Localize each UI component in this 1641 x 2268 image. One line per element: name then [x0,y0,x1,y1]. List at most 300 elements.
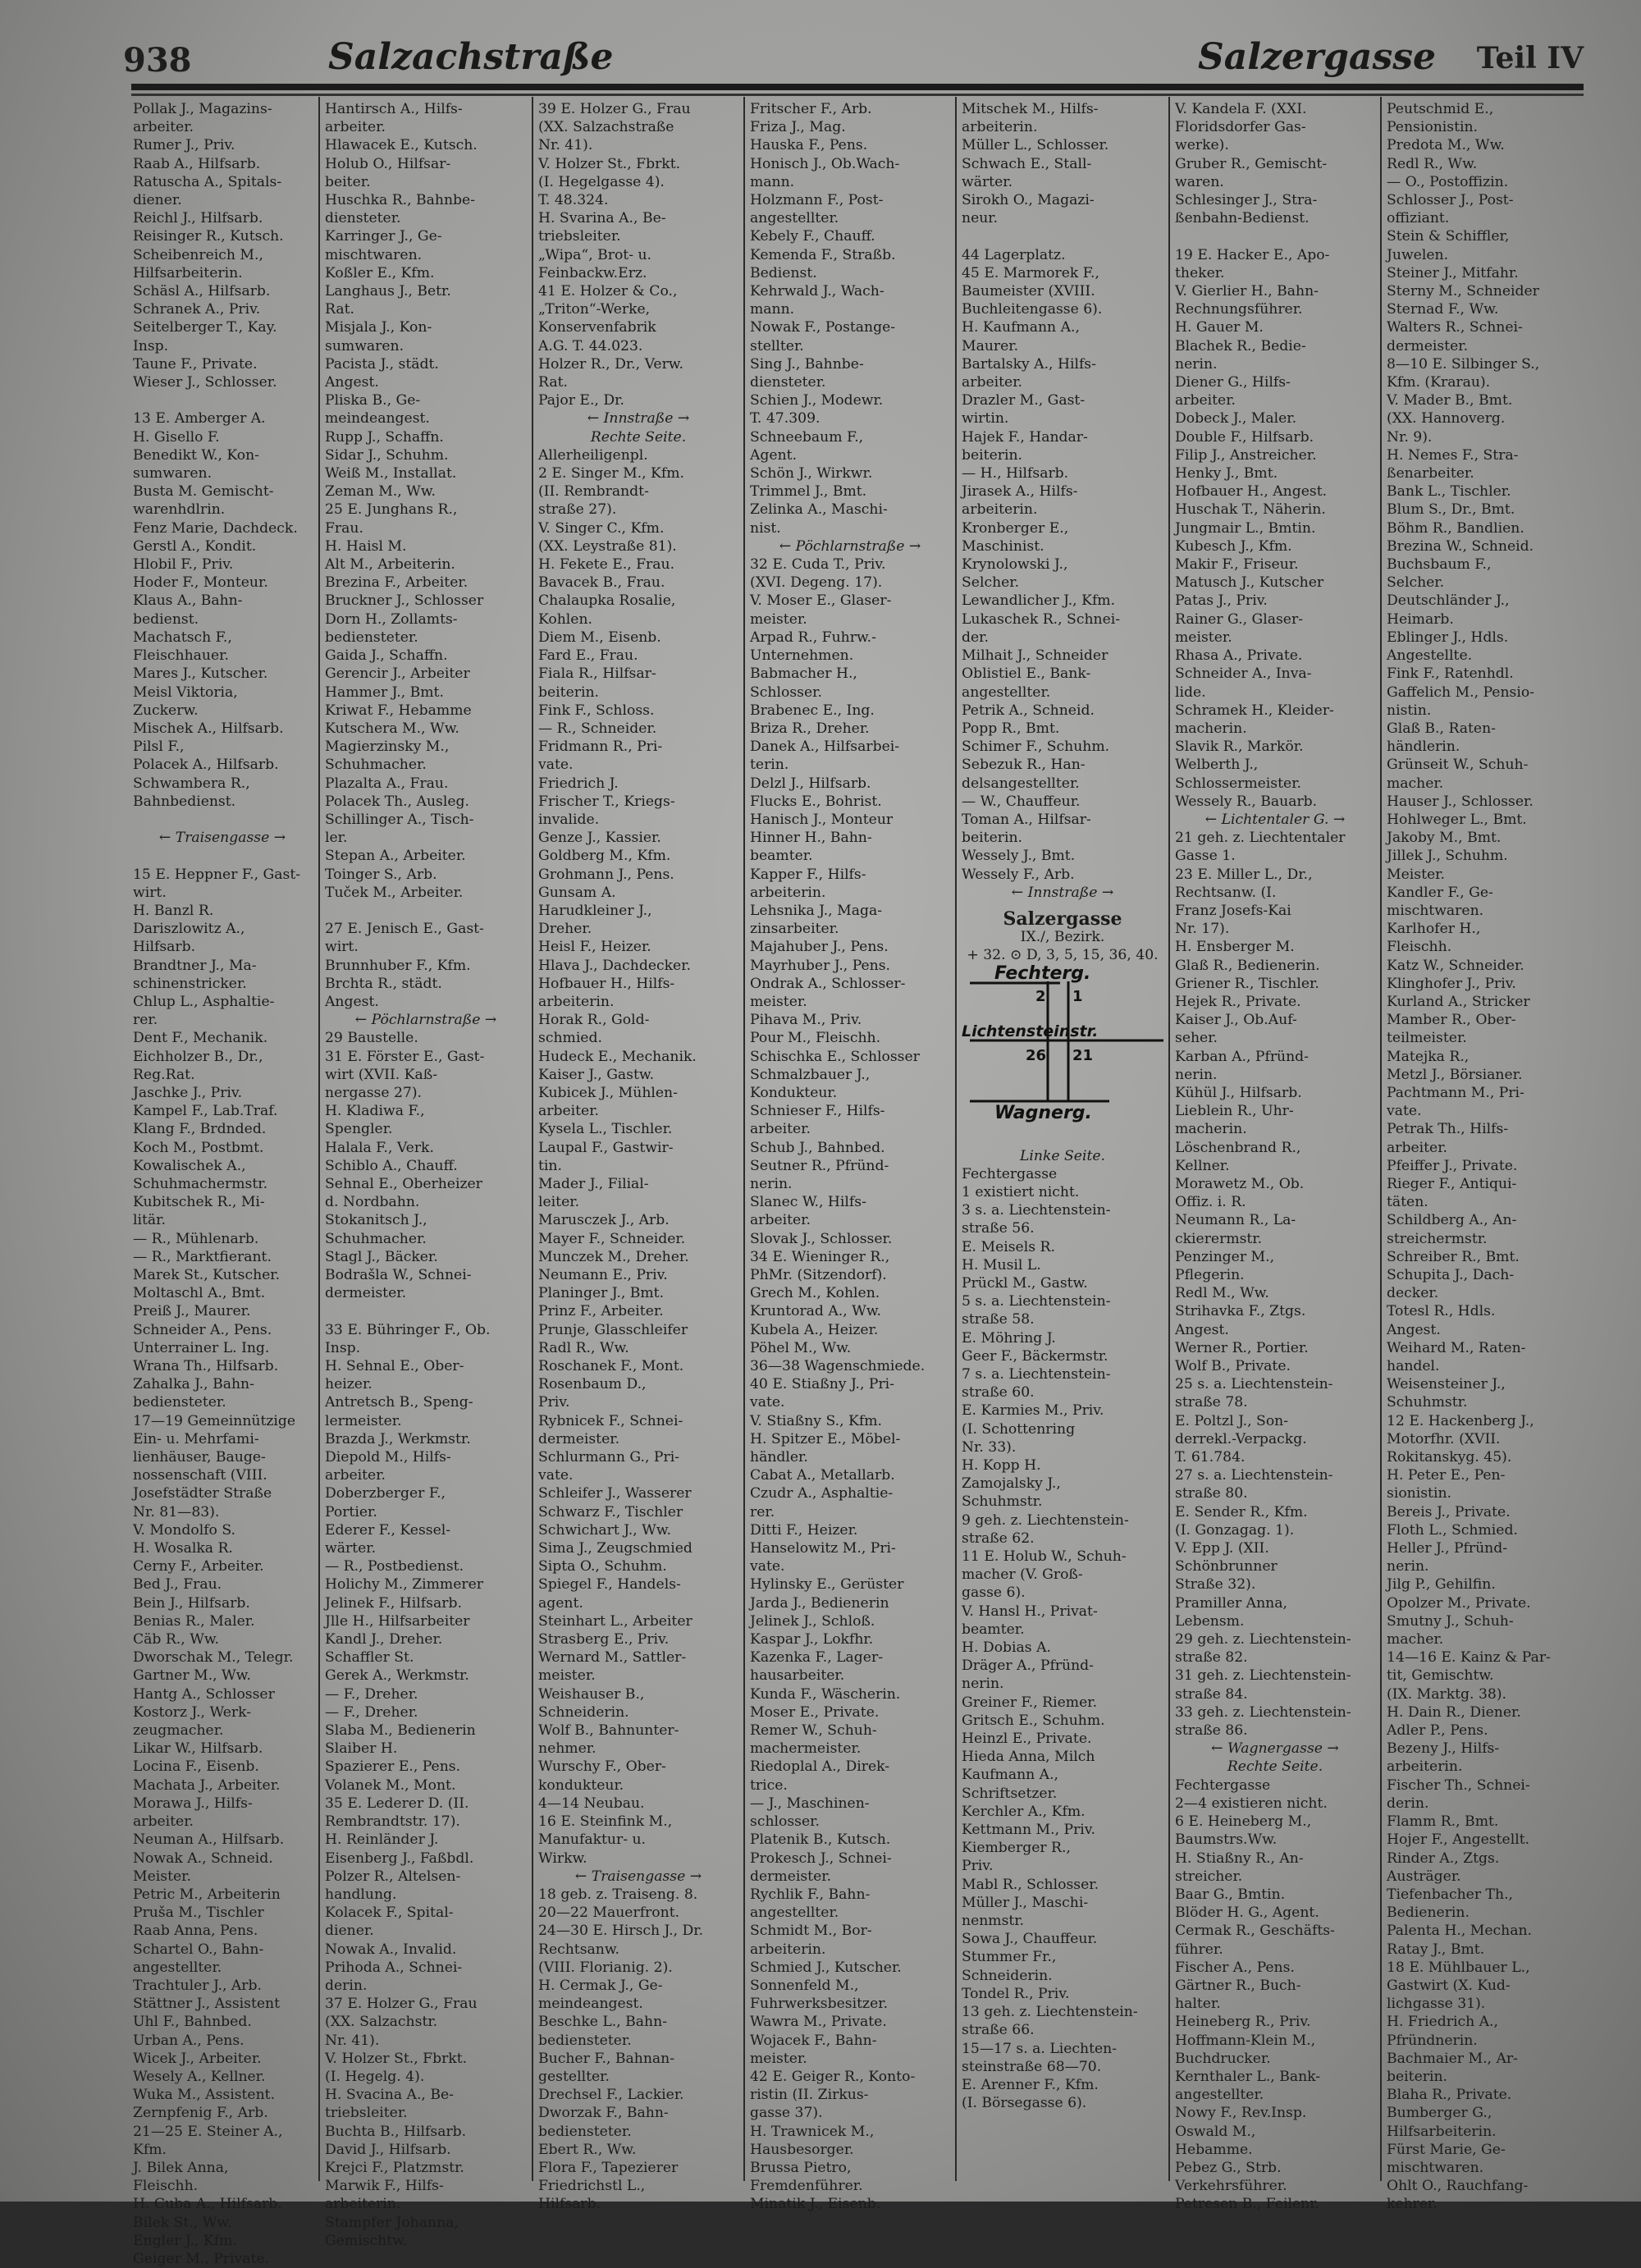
directory-entry-line: Stepan A., Arbeiter. [325,848,466,865]
directory-entry-line: Kriwat F., Hebamme [325,702,472,719]
directory-entry-line: macherin. [1175,720,1247,737]
directory-entry-line: Kebely F., Chauff. [750,228,875,245]
directory-entry-line: Schwarz F., Tischler [538,1503,683,1520]
directory-entry-line: bediensteter. [133,1394,226,1411]
directory-entry-line: Planinger J., Bmt. [538,1285,665,1302]
directory-entry-line: händlerin. [1387,738,1460,756]
column-6 [1175,100,1375,2213]
directory-entry-line: Polacek A., Hilfsarb. [133,757,279,774]
directory-entry-line: nerin. [1175,355,1218,373]
directory-entry-line: Zelinka A., Maschi- [750,501,888,519]
directory-entry-line: neur. [962,210,999,227]
directory-entry-line: meister. [1175,629,1232,646]
directory-entry-line: Kaspar J., Lokfhr. [750,1631,874,1648]
directory-entry-line: Pramiller Anna, [1175,1594,1287,1612]
directory-entry-line: Wolf B., Private. [1175,1358,1291,1375]
directory-entry-line: 29 geh. z. Liechtenstein- [1175,1631,1351,1648]
directory-entry-line: vate. [538,1467,574,1484]
directory-entry-line: Sowa J., Chauffeur. [962,1931,1098,1948]
directory-entry-line: ßenarbeiter. [1387,465,1474,482]
directory-entry-line: Kandl J., Dreher. [325,1631,443,1648]
directory-entry-line: 18 geb. z. Traiseng. 8. [538,1886,698,1903]
directory-entry-line: halter. [1175,1996,1221,2013]
column-divider [318,97,320,2181]
directory-entry-line: Tuček M., Arbeiter. [325,884,464,901]
directory-entry-line: Bumberger G., [1387,2105,1492,2122]
directory-entry-line: Wrana Th., Hilfsarb. [133,1358,279,1375]
directory-entry-line: Kondukteur. [750,1084,838,1101]
directory-entry-line: Munczek M., Dreher. [538,1248,689,1265]
directory-entry-line: H. Dain R., Diener. [1387,1703,1521,1721]
directory-entry-line: Brezina W., Schneid. [1387,537,1534,555]
directory-entry-line: Slavik R., Markör. [1175,738,1304,756]
directory-entry-line: Rechte Seite. [1227,1758,1323,1776]
directory-entry-line: arbeiterin. [1387,1758,1463,1776]
directory-entry-line: Bartalsky A., Hilfs- [962,355,1096,373]
directory-entry-line: Spazierer E., Pens. [325,1758,461,1776]
directory-entry-line: Geer F., Bäckermstr. [962,1347,1108,1365]
directory-entry-line: Predota M., Ww. [1387,137,1505,154]
directory-entry-line: Ohlt O., Rauchfang- [1387,2178,1529,2195]
directory-entry-line: Heimarb. [1387,610,1454,628]
cross-street-marker: ← Pöchlarnstraße → [354,1012,497,1029]
directory-entry-line: Insp. [133,337,169,354]
directory-entry-line: V. Stiaßny S., Kfm. [750,1412,882,1429]
directory-entry-line: dermeister. [538,1430,620,1447]
directory-entry-line: Stummer Fr., [962,1949,1057,1966]
directory-entry-line: Selcher. [962,574,1020,592]
directory-entry-line: Raab A., Hilfsarb. [133,155,261,172]
cross-street-marker: ← Lichtentaler G. → [1204,811,1346,828]
directory-entry-line: streichermstr. [1387,1230,1488,1247]
directory-entry-line: H. Stiaßny R., An- [1175,1850,1304,1867]
directory-entry-line: V. Moser E., Glaser- [750,592,892,610]
directory-entry-line: Motorfhr. (XVII. [1387,1430,1501,1447]
directory-entry-line: Weisensteiner J., [1387,1376,1506,1393]
directory-entry-line: Kronberger E., [962,519,1069,537]
directory-entry-line: Kerchler A., Kfm. [962,1803,1086,1820]
directory-entry-line: Blaha R., Private. [1387,2087,1512,2104]
directory-entry-line: Schleifer J., Wasserer [538,1485,692,1502]
directory-entry-line: arbeiter. [1175,392,1236,409]
directory-entry-line: Gaffelich M., Pensio- [1387,684,1535,701]
directory-entry-line: 25 E. Junghans R., [325,501,458,519]
directory-entry-line: Bodrašla W., Schnei- [325,1267,472,1283]
directory-entry-line: — O., Postoffizin. [1387,173,1509,190]
directory-entry-line: H. Peter E., Pen- [1387,1467,1506,1484]
directory-entry-line: Ondrak A., Schlosser- [750,975,906,992]
directory-entry-line: Pfründnerin. [1387,2032,1478,2049]
directory-entry-line: waren. [1175,173,1224,190]
directory-entry-line: Krejci F., Platzmstr. [325,2159,464,2176]
directory-entry-line: — R., Schneider. [538,720,657,737]
directory-entry-line: straße 56. [962,1220,1035,1237]
directory-entry-line: Brezina F., Arbeiter. [325,574,469,592]
directory-entry-line: H. Kopp H. [962,1457,1041,1474]
directory-entry-line: Selcher. [1387,574,1445,592]
directory-entry-line: Pruša M., Tischler [133,1904,264,1922]
directory-entry-line: straße 86. [1175,1722,1248,1740]
directory-entry-line: Jungmair L., Bmtin. [1175,519,1316,537]
directory-entry-line: tit, Gemischtw. [1387,1667,1494,1685]
directory-entry-line: Kubicek J., Mühlen- [538,1084,678,1101]
directory-entry-line: Spiegel F., Handels- [538,1576,681,1594]
directory-entry-line: agent. [538,1594,583,1612]
directory-entry-line: Friedrich J. [538,775,619,792]
directory-entry-line: Kolacek F., Spital- [325,1904,454,1922]
directory-entry-line: Walters R., Schnei- [1387,319,1523,336]
directory-entry-line: 27 E. Jenisch E., Gast- [325,921,484,938]
page-number: 938 [123,41,192,80]
directory-entry-line: angestellter. [750,210,839,227]
directory-entry-line: Jarda J., Bedienerin [750,1594,889,1612]
directory-entry-line: Smutny J., Schuh- [1387,1612,1514,1630]
directory-entry-line: Cabat A., Metallarb. [750,1467,895,1484]
directory-entry-line: meister. [750,2050,807,2067]
directory-entry-line: Kühül J., Hilfsarb. [1175,1084,1302,1101]
map-street-fechtergasse: Fechterg. [994,963,1091,984]
directory-entry-line: Goldberg M., Kfm. [538,848,671,865]
directory-entry-line: Schneebaum F., [750,428,864,446]
directory-entry-line: Rechte Seite. [590,428,687,446]
directory-entry-line: H. Musil L. [962,1256,1041,1273]
directory-entry-line: H. Cuba A., Hilfsarb. [133,2196,282,2213]
directory-entry-line: 44 Lagerplatz. [962,246,1066,263]
directory-entry-line: Sehnal E., Oberheizer [325,1175,482,1192]
directory-entry-line: Geiger M., Private. [133,2250,270,2267]
directory-entry-line: arbeiter. [325,119,386,136]
directory-entry-line: arbeiter. [750,1121,811,1138]
directory-entry-line: bedienst. [133,610,199,628]
directory-entry-line: 13 geh. z. Liechtenstein- [962,2004,1138,2021]
directory-entry-line: teilmeister. [1387,1030,1467,1047]
directory-entry-line: Kutschera M., Ww. [325,720,459,737]
directory-entry-line: Kapper F., Hilfs- [750,866,866,883]
directory-entry-line: Koch M., Postbmt. [133,1139,264,1156]
directory-entry-line: triebsleiter. [325,2105,408,2122]
directory-entry-line: Tondel R., Priv. [962,1985,1070,2002]
directory-entry-line: Bed J., Frau. [133,1576,222,1594]
directory-entry-line: Polacek Th., Ausleg. [325,793,469,810]
directory-entry-line: Strasberg E., Priv. [538,1631,670,1648]
directory-entry-line: 19 E. Hacker E., Apo- [1175,246,1330,263]
directory-entry-line: Bruckner J., Schlosser [325,592,484,610]
directory-entry-line: Hlawacek E., Kutsch. [325,137,478,154]
directory-entry-line: Dreher. [538,921,592,938]
directory-entry-line: macher. [1387,775,1444,792]
directory-entry-line: Angest. [325,993,379,1010]
directory-entry-line: Gruber R., Gemischt- [1175,155,1328,172]
directory-entry-line: d. Nordbahn. [325,1194,420,1211]
directory-entry-line: Rhasa A., Private. [1175,647,1303,665]
directory-entry-line: Linke Seite. [1019,1147,1105,1164]
directory-entry-line: 2—4 existieren nicht. [1175,1795,1328,1812]
directory-entry-line: Austräger. [1387,1868,1461,1885]
directory-entry-line: Flucks E., Bohrist. [750,793,882,810]
directory-entry-line: macherin. [1175,1121,1247,1138]
directory-entry-line: 37 E. Holzer G., Frau [325,1996,478,2013]
directory-entry-line: Seutner R., Pfründ- [750,1157,889,1174]
directory-entry-line: Majahuber J., Pens. [750,939,889,956]
directory-entry-line: nerin. [1175,1066,1218,1083]
directory-entry-line: H. Ensberger M. [1175,939,1295,956]
directory-entry-line: V. Mondolfo S. [133,1521,235,1539]
directory-entry-line: Schub J., Bahnbed. [750,1139,885,1156]
directory-entry-line: Neumann R., La- [1175,1212,1296,1229]
directory-entry-line: Uhl F., Bahnbed. [133,2014,252,2031]
directory-entry-line: beamter. [750,848,813,865]
directory-entry-line: arbeiter. [962,374,1023,391]
directory-entry-line: Maurer. [962,337,1019,354]
directory-entry-line: Marusczek J., Arb. [538,1212,670,1229]
directory-entry-line: Schwichart J., Ww. [538,1521,671,1539]
directory-entry-line: Eichholzer B., Dr., [133,1048,263,1065]
directory-entry-line: H. Dobias A. [962,1639,1051,1657]
directory-entry-line: lienhäuser, Bauge- [133,1449,266,1466]
directory-entry-line: Schwach E., Stall- [962,155,1092,172]
directory-entry-line: delsangestellter. [962,775,1080,792]
header-left-street: Salzachstraße [328,36,614,78]
directory-entry-line: straße 62. [962,1530,1035,1547]
directory-entry-line: macher (V. Groß- [962,1566,1083,1584]
directory-entry-line: Müller L., Schlosser. [962,137,1109,154]
directory-entry-line: Ratay J., Bmt. [1387,1941,1485,1958]
directory-entry-line: Slanec W., Hilfs- [750,1194,866,1211]
column-divider [743,97,745,2181]
directory-entry-line: angestellter. [133,1959,222,1976]
directory-entry-line: Kaufmann A., [962,1767,1059,1784]
directory-entry-line: nenmstr. [962,1913,1025,1930]
directory-entry-line: Hlava J., Dachdecker. [538,957,691,974]
directory-entry-line: Horak R., Gold- [538,1012,650,1029]
column-divider [1380,97,1382,2181]
directory-entry-line: Mayer F., Schneider. [538,1230,686,1247]
directory-entry-line: (I. Gonzagag. 1). [1175,1521,1295,1539]
directory-entry-line: beamter. [962,1621,1025,1638]
directory-entry-line: Bahnbedienst. [133,793,236,810]
directory-entry-line: Stokanitsch J., [325,1212,427,1229]
directory-entry-line: Holzmann F., Post- [750,192,884,209]
header-center-street: Salzergasse [1198,36,1436,78]
directory-entry-line: Honisch J., Ob.Wach- [750,155,900,172]
directory-entry-line: Zuckerw. [133,702,199,719]
directory-entry-line: Pollak J., Magazins- [133,101,272,117]
directory-entry-line: stellter. [750,337,804,354]
directory-entry-line: Kowalischek A., [133,1157,246,1174]
directory-entry-line: Sterny M., Schneider [1387,283,1539,300]
directory-entry-line: Trimmel J., Bmt. [750,483,867,501]
directory-entry-line: Rieger F., Antiqui- [1387,1175,1517,1192]
directory-entry-line: arbeiterin. [962,119,1038,136]
directory-entry-line: Redl M., Ww. [1175,1285,1269,1302]
directory-entry-line: Schildberg A., An- [1387,1212,1517,1229]
directory-entry-line: Hlobil F., Priv. [133,556,234,574]
directory-entry-line: Rinder A., Ztgs. [1387,1850,1500,1867]
directory-entry-line: Lebensm. [1175,1612,1245,1630]
directory-entry-line: meister. [538,1667,596,1685]
directory-entry-line: Holichy M., Zimmerer [325,1576,483,1594]
directory-entry-line: Rokitanskyg. 45). [1387,1449,1512,1466]
directory-entry-line: Nowak A., Schneid. [133,1850,273,1867]
directory-entry-line: Patas J., Priv. [1175,592,1268,610]
section-title: Salzergasse [1003,908,1122,930]
directory-entry-line: kehrer. [1387,2196,1438,2213]
directory-entry-line: Jaschke J., Priv. [133,1084,243,1101]
directory-entry-line: 24—30 E. Hirsch J., Dr. [538,1923,704,1940]
directory-entry-line: Verkehrsführer. [1175,2178,1287,2195]
directory-entry-line: Dariszlowitz A., [133,921,245,938]
directory-entry-line: Reisinger R., Kutsch. [133,228,284,245]
directory-entry-line: Oswald M., [1175,2123,1256,2140]
directory-entry-line: Kostorz J., Werk- [133,1703,252,1721]
directory-entry-line: Volanek M., Mont. [325,1776,456,1794]
directory-entry-line: Trachtuler J., Arb. [133,1977,262,1994]
directory-entry-line: streicher. [1175,1868,1243,1885]
directory-entry-line: Griener R., Tischler. [1175,975,1319,992]
directory-entry-line: Gritsch E., Schuhm. [962,1712,1105,1729]
directory-entry-line: H. Gisello F. [133,428,220,446]
directory-entry-line: Unternehmen. [750,647,854,665]
directory-entry-line: lichgasse 31). [1387,1996,1486,2013]
directory-entry-line: Hilfsarb. [133,939,196,956]
directory-entry-line: Hofbauer H., Angest. [1175,483,1328,501]
directory-entry-line: 13 E. Amberger A. [133,410,266,428]
directory-entry-line: handlung. [325,1886,397,1903]
directory-entry-line: Brunnhuber F., Kfm. [325,957,471,974]
directory-entry-line: Dorn H., Zollamts- [325,610,458,628]
directory-entry-line: Sipta O., Schuhm. [538,1558,667,1575]
directory-entry-line: kondukteur. [538,1776,624,1794]
cross-street-marker: ← Innstraße → [587,410,690,428]
directory-entry-line [325,902,527,920]
cross-street-marker: ← Traisengasse → [574,1868,702,1885]
directory-entry-line: Locina F., Eisenb. [133,1758,259,1776]
directory-entry-line: Ebert R., Ww. [538,2141,637,2158]
directory-entry-line: Insp. [325,1339,361,1356]
directory-entry-line: nehmer. [538,1740,597,1758]
directory-entry-line: wärter. [325,1540,377,1557]
directory-entry-line: Petric M., Arbeiterin [133,1886,281,1903]
directory-entry-line: Double F., Hilfsarb. [1175,428,1314,446]
directory-entry-line: A.G. T. 44.023. [538,337,643,354]
directory-entry-line: H. Cermak J., Ge- [538,1977,663,1994]
directory-entry-line: 9 geh. z. Liechtenstein- [962,1511,1129,1529]
directory-entry-line: Schnieser F., Hilfs- [750,1103,885,1120]
directory-entry-line: Petresen B., Feilenr. [1175,2196,1319,2213]
directory-entry-line: Feinbackw.Erz. [538,264,647,281]
directory-entry-line: werke). [1175,137,1229,154]
directory-entry-line: Moser E., Private. [750,1703,880,1721]
directory-entry-line: Sternad F., Ww. [1387,301,1499,318]
directory-entry-line: Flora F., Tapezierer [538,2159,679,2176]
directory-entry-line: 29 Baustelle. [325,1030,418,1047]
directory-entry-line: Wurschy F., Ober- [538,1758,666,1776]
directory-entry-line: Lehsnika J., Maga- [750,902,883,919]
cross-street-marker: ← Pöchlarnstraße → [779,537,921,555]
directory-entry-line: Meister. [133,1868,191,1885]
directory-entry-line: Lewandlicher J., Kfm. [962,592,1116,610]
header-rule [131,84,1584,90]
directory-entry-line: Jelinek J., Schloß. [750,1612,875,1630]
directory-entry-line: (XX. Salzachstr. [325,2014,438,2031]
directory-entry-line: Chlup L., Asphaltie- [133,993,275,1010]
directory-entry-line: Czudr A., Asphaltie- [750,1485,894,1502]
directory-entry-line: 12 E. Hackenberg J., [1387,1412,1534,1429]
directory-entry-line: (XX. Leystraße 81). [538,537,677,555]
directory-entry-line: Gartner M., Ww. [133,1667,251,1685]
directory-entry-line: Dobeck J., Maler. [1175,410,1297,428]
directory-entry-line: Fürst Marie, Ge- [1387,2141,1506,2158]
directory-entry-line: meindeangest. [325,410,430,428]
directory-entry-line: machermeister. [750,1740,862,1758]
directory-entry-line: Agent. [750,446,798,464]
directory-entry-line: Klinghofer J., Priv. [1387,975,1516,992]
directory-entry-line: Wesely A., Kellner. [133,2068,266,2085]
directory-entry-line: Glaß B., Raten- [1387,720,1496,737]
directory-entry-line: Schuhmacher. [325,757,427,774]
directory-entry-line: Weishauser B., [538,1685,645,1703]
directory-entry-line: Rat. [325,301,354,318]
directory-entry-line: 6 E. Heineberg M., [1175,1813,1312,1831]
directory-entry-line: Briza R., Dreher. [750,720,870,737]
map-house-number: 26 [1026,1046,1047,1064]
directory-entry-line: Bucher F., Bahnan- [538,2050,675,2067]
directory-entry-line: Angest. [1175,1321,1229,1338]
directory-entry-line: Kubesch J., Kfm. [1175,537,1292,555]
directory-entry-line: Peutschmid E., [1387,101,1494,117]
directory-entry-line: Rupp J., Schaffn. [325,428,444,446]
directory-entry-line: Buchdrucker. [1175,2050,1271,2067]
directory-entry-line: 45 E. Marmorek F., [962,264,1099,281]
directory-entry-line: Müller J., Maschi- [962,1894,1089,1911]
directory-entry-line: Halala F., Verk. [325,1139,434,1156]
directory-entry-line: Schramek H., Kleider- [1175,702,1334,719]
directory-entry-line: wirt. [325,939,359,956]
column-1 [133,100,312,2267]
directory-entry-line: Benias R., Maler. [133,1612,255,1630]
directory-entry-line: 2 E. Singer M., Kfm. [538,465,685,482]
map-street-wagnergasse: Wagnerg. [994,1102,1092,1123]
directory-entry-line: Brabenec E., Ing. [750,702,875,719]
directory-entry-line: Grohmann J., Pens. [538,866,674,883]
directory-entry-line: Diepold M., Hilfs- [325,1449,451,1466]
directory-entry-line: Reichl J., Hilfsarb. [133,210,263,227]
directory-entry-line: Marwik F., Hilfs- [325,2178,444,2195]
directory-entry-line: Schmied J., Kutscher. [750,1959,902,1976]
directory-entry-line: Reg.Rat. [133,1066,195,1083]
directory-entry-line: terin. [750,757,789,774]
directory-entry-line: beiter. [325,173,371,190]
directory-entry-line: T. 61.784. [1175,1449,1246,1466]
directory-entry-line: E. Meisels R. [962,1238,1055,1255]
directory-entry-line: händler. [750,1449,808,1466]
directory-entry-line: mischtwaren. [1387,902,1484,919]
directory-entry-line: — R., Marktfierant. [133,1248,272,1265]
directory-entry-line: Buchleitengasse 6). [962,301,1103,318]
directory-entry-line: Dent F., Mechanik. [133,1030,268,1047]
directory-entry-line: 33 geh. z. Liechtenstein- [1175,1703,1351,1721]
directory-entry-line: steinstraße 68—70. [962,2058,1102,2075]
salzergasse-section-heading [962,910,1163,965]
directory-entry-line: H. Banzl R. [133,902,214,919]
directory-entry-line: meindeangest. [538,1996,643,2013]
directory-entry-line: H. Svarina A., Be- [538,210,666,227]
directory-entry-line: Schlesinger J., Stra- [1175,192,1318,209]
directory-entry-line: Greiner F., Riemer. [962,1694,1098,1711]
directory-entry-line: Sonnenfeld M., [750,1977,859,1994]
directory-entry-line: seher. [1175,1030,1218,1047]
directory-entry-line: Metzl J., Börsianer. [1387,1066,1523,1083]
